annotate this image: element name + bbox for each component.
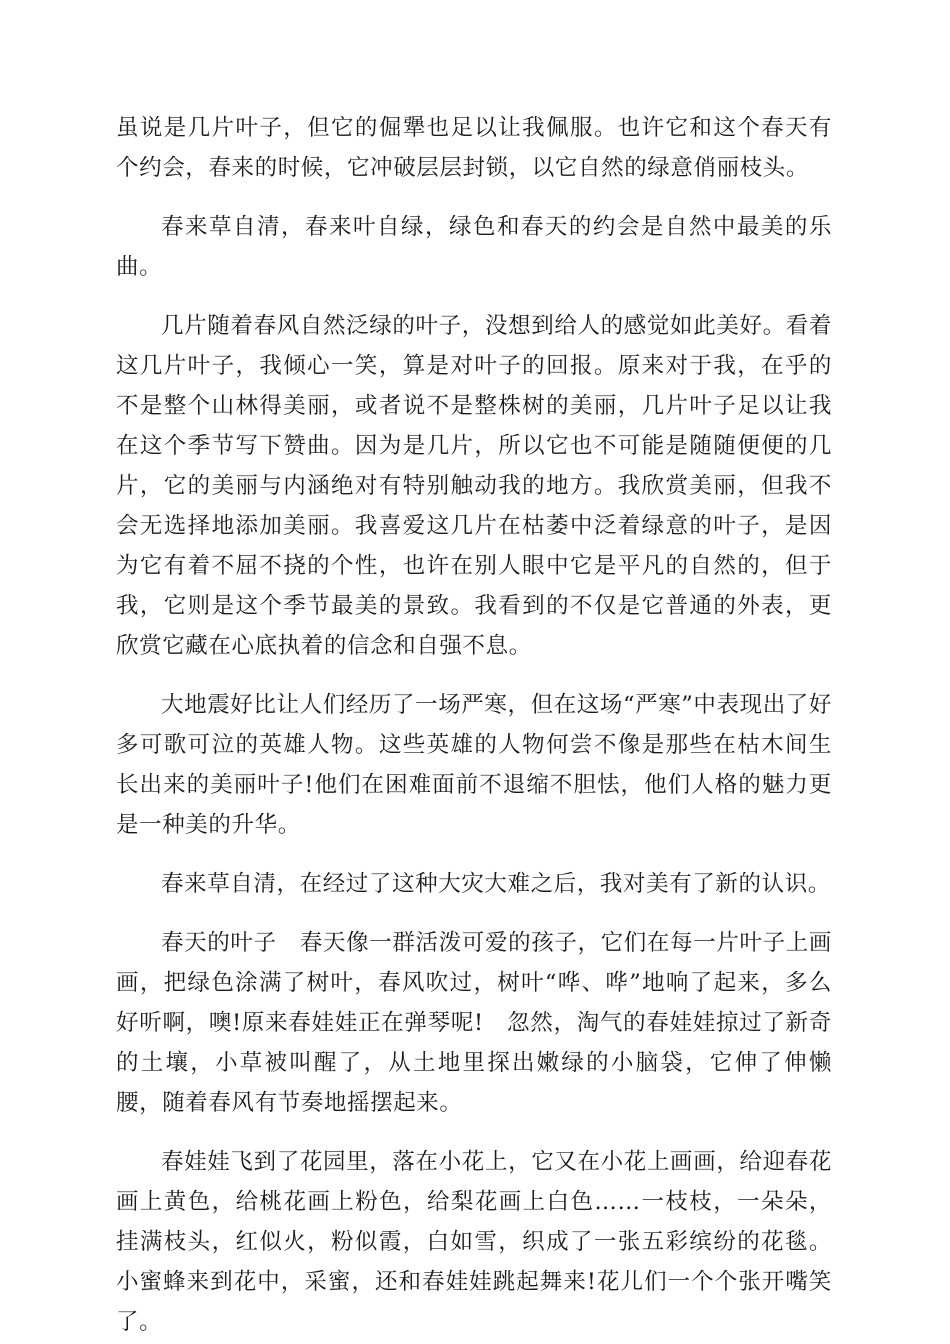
paragraph-3: 几片随着春风自然泛绿的叶子，没想到给人的感觉如此美好。看着这几片叶子，我倾心一笑，算是对叶子的回报。原来对于我，在乎的不是整个山林得美丽，或者说不是整株树的美丽，几片叶子足以让我在这个季节写下赞曲。因为是几片，所以它也不可能是随随便便的几片，它的美丽与内涵绝对有特别触动我的地方。我欣赏美丽，但我不会无选择地添加美丽。我喜爱这几片在枯萎中泛着绿意的叶子，是因为它有着不屈不挠的个性，也许在别人眼中它是平凡的自然的，但于我，它则是这个季节最美的景致。我看到的不仅是它普通的外表，更欣赏它藏在心底执着的信念和自强不息。	[116, 313, 832, 659]
paragraph-4: 大地震好比让人们经历了一场严寒，但在这场“严寒”中表现出了好多可歌可泣的英雄人物。这些英雄的人物何尝不像是那些在枯木间生长出来的美丽叶子!他们在困难面前不退缩不胆怯，他们人格的魅力更是一种美的升华。	[116, 692, 833, 838]
article-body	[116, 108, 832, 1342]
paragraph-6: 春天的叶子 春天像一群活泼可爱的孩子，它们在每一片叶子上画画，把绿色涂满了树叶，春风吹过，树叶“哗、哗”地响了起来，多么好听啊，噢!原来春娃娃正在弹琴呢! 忽然，淘气的春娃娃掠过了新奇的土壤，小草被叫醒了，从土地里探出嫩绿的小脑袋，它伸了伸懒腰，随着春风有节奏地摇摆起来。	[116, 930, 832, 1116]
paragraph-2: 春来草自清，春来叶自绿，绿色和春天的约会是自然中最美的乐曲。	[116, 214, 832, 280]
paragraph-1: 虽说是几片叶子，但它的倔犟也足以让我佩服。也许它和这个春天有个约会，春来的时候，它冲破层层封锁，以它自然的绿意俏丽枝头。	[116, 115, 832, 181]
paragraph-7: 春娃娃飞到了花园里，落在小花上，它又在小花上画画，给迎春花画上黄色，给桃花画上粉色，给梨花画上白色……一枝枝，一朵朵，挂满枝头，红似火，粉似霞，白如雪，织成了一张五彩缤纷的花毯。小蜜蜂来到花中，采蜜，还和春娃娃跳起舞来!花儿们一个个张开嘴笑了。	[116, 1149, 832, 1335]
paragraph-5: 春来草自清，在经过了这种大灾大难之后，我对美有了新的认识。	[161, 871, 831, 897]
